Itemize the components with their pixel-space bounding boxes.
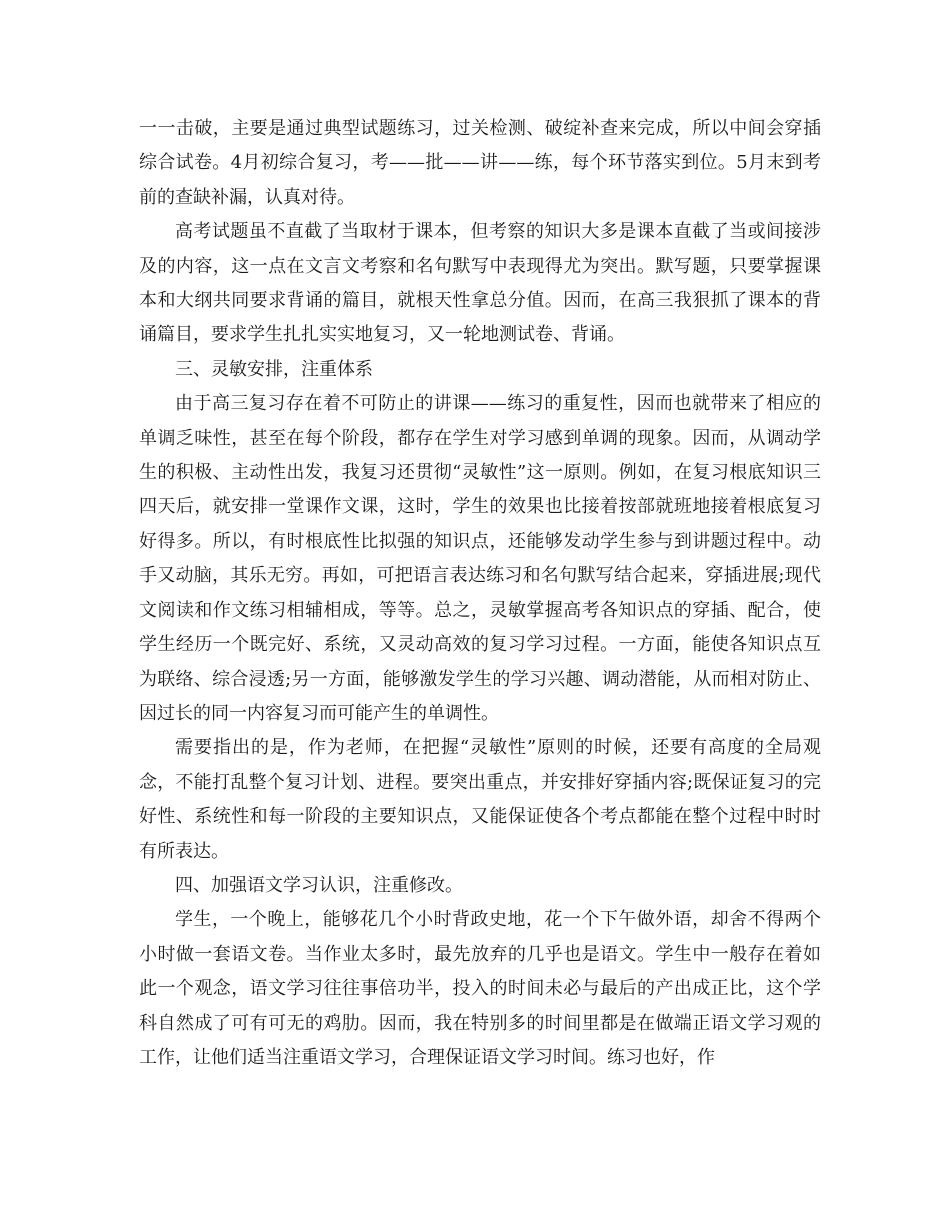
paragraph-7: 学生，一个晚上，能够花几个小时背政史地，花一个下午做外语，却舍不得两个小时做一套语文卷。当作业太多时，最先放弃的几乎也是语文。学生中一般存在着如此一个观念，语文学习往往事倍功半，投入的时间未必与最后的产出成正比，这个学科自然成了可有可无的鸡肋。因而，我在特别多的时间里都是在做端正语文学习观的工作，让他们适当注重语文学习，合理保证语文学习时间。练习也好，作 [139, 909, 821, 1068]
paragraph-5: 需要指出的是，作为老师，在把握“灵敏性”原则的时候，还要有高度的全局观念，不能打乱整个复习计划、进程。要突出重点，并安排好穿插内容;既保证复习的完好性、系统性和每一阶段的主要知识点，又能保证使各个考点都能在整个过程中时时有所表达。 [139, 737, 821, 862]
paragraph-2: 高考试题虽不直截了当取材于课本，但考察的知识大多是课本直截了当或间接涉及的内容，这一点在文言文考察和名句默写中表现得尤为突出。默写题，只要掌握课本和大纲共同要求背诵的篇目，就根天性拿总分值。因而，在高三我狠抓了课本的背诵篇目，要求学生扎扎实实地复习，又一轮地测试卷、背诵。 [139, 221, 821, 346]
section-heading-4: 四、加强语文学习认识，注重修改。 [175, 874, 463, 896]
paragraph-4: 由于高三复习存在着不可防止的讲课——练习的重复性，因而也就带来了相应的单调乏味性，甚至在每个阶段，都存在学生对学习感到单调的现象。因而，从调动学生的积极、主动性出发，我复习还贯彻“灵敏性”这一原则。例如，在复习根底知识三四天后，就安排一堂课作文课，这时，学生的效果也比接着按部就班地接着根底复习好得多。所以，有时根底性比拟强的知识点，还能够发动学生参与到讲题过程中。动手又动脑，其乐无穷。再如，可把语言表达练习和名句默写结合起来，穿插进展;现代文阅读和作文练习相辅相成，等等。总之，灵敏掌握高考各知识点的穿插、配合，使学生经历一个既完好、系统，又灵动高效的复习学习过程。一方面，能使各知识点互为联络、综合浸透;另一方面，能够激发学生的学习兴趣、调动潜能，从而相对防止、因过长的同一内容复习而可能产生的单调性。 [139, 393, 821, 724]
document-body [139, 112, 821, 1075]
paragraph-1: 一一击破，主要是通过典型试题练习，过关检测、破绽补查来完成，所以中间会穿插综合试卷。4月初综合复习，考——批——讲——练，每个环节落实到位。5月末到考前的查缺补漏，认真对待。 [139, 118, 821, 208]
section-heading-3: 三、灵敏安排，注重体系 [175, 358, 373, 380]
